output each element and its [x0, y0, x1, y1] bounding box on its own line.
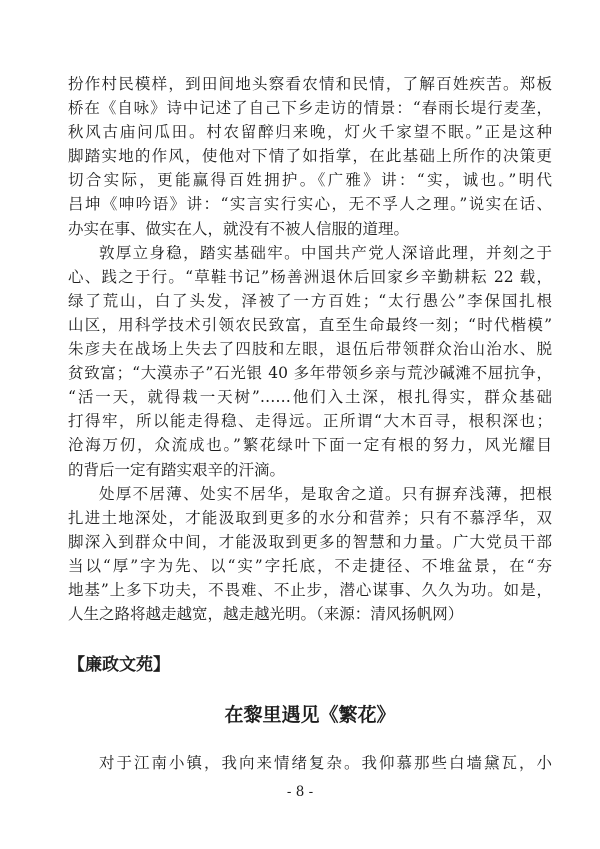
- body-line: “活一天，就得栽一天树”……他们入土深，根扎得实，群众基础: [68, 388, 552, 407]
- body-line: 打得牢，所以能走得稳、走得远。正所谓“大木百寻，根积深也；: [68, 412, 552, 431]
- body-line: 沧海万仞，众流成也。”繁花绿叶下面一定有根的努力，风光耀目: [68, 436, 552, 455]
- body-line: 心、践之于行。“草鞋书记”杨善洲退休后回家乡辛勤耕耘 22 载，: [68, 267, 552, 286]
- body-line: 秋风古庙问瓜田。村农留醉归来晚，灯火千家望不眠。”正是这种: [68, 123, 552, 142]
- text-column: [68, 72, 552, 775]
- body-line: 朱彦夫在战场上失去了四肢和左眼，退伍后带领群众治山治水、脱: [68, 340, 552, 359]
- body-line: 地基”上多下功夫，不畏难、不止步，潜心谋事、久久为功。如是，: [68, 580, 552, 599]
- body-line: 处厚不居薄、处实不居华，是取舍之道。只有摒弃浅薄，把根: [99, 484, 552, 503]
- body-line: 人生之路将越走越宽，越走越光明。（来源：清风扬帆网）: [68, 605, 464, 624]
- body-line: 脚踏实地的作风，使他对下情了如指掌，在此基础上所作的决策更: [68, 147, 552, 166]
- body-line: 切合实际，更能赢得百姓拥护。《广雅》讲：“实，诚也。”明代: [68, 171, 552, 190]
- body-line: 脚深入到群众中间，才能汲取到更多的智慧和力量。广大党员干部: [68, 532, 552, 551]
- body-line: 敦厚立身稳，踏实基础牢。中国共产党人深谙此理，并刻之于: [99, 243, 552, 262]
- body-line: 吕坤《呻吟语》讲：“实言实行实心，无不孚人之理。”说实在话、: [68, 195, 552, 214]
- body-line: 山区，用科学技术引领农民致富，直至生命最终一刻；“时代楷模”: [68, 315, 552, 334]
- body-line: 当以“厚”字为先、以“实”字托底，不走捷径、不堆盆景，在“夯: [68, 556, 552, 575]
- body-line: 扎进土地深处，才能汲取到更多的水分和营养；只有不慕浮华，双: [68, 508, 552, 527]
- body-line: 扮作村民模样，到田间地头察看农情和民情，了解百姓疾苦。郑板: [68, 75, 552, 93]
- body-line: 桥在《自咏》诗中记述了自己下乡走访的情景：“春雨长堤行麦垄，: [68, 99, 552, 118]
- article-title: 在黎里遇见《繁花》: [224, 704, 396, 727]
- section-header: 【廉政文苑】: [68, 655, 170, 676]
- body-line: 办实在事、做实在人，就没有不被人信服的道理。: [68, 219, 410, 238]
- paragraph-1: [68, 72, 552, 241]
- page-number: - 8 -: [286, 784, 314, 800]
- paragraph-2: [68, 241, 552, 482]
- body-line: 贫致富；“大漠赤子”石光银 40 多年带领乡亲与荒沙碱滩不屈抗争，: [68, 364, 552, 383]
- body-line: 的背后一定有踏实艰辛的汗滴。: [68, 460, 286, 479]
- body-line: 绿了荒山，白了头发，泽被了一方百姓；“太行愚公”李保国扎根: [68, 291, 552, 310]
- paragraph-3: [68, 482, 552, 627]
- article-first-line: 对于江南小镇，我向来情绪复杂。我仰慕那些白墙黛瓦，小: [99, 754, 552, 773]
